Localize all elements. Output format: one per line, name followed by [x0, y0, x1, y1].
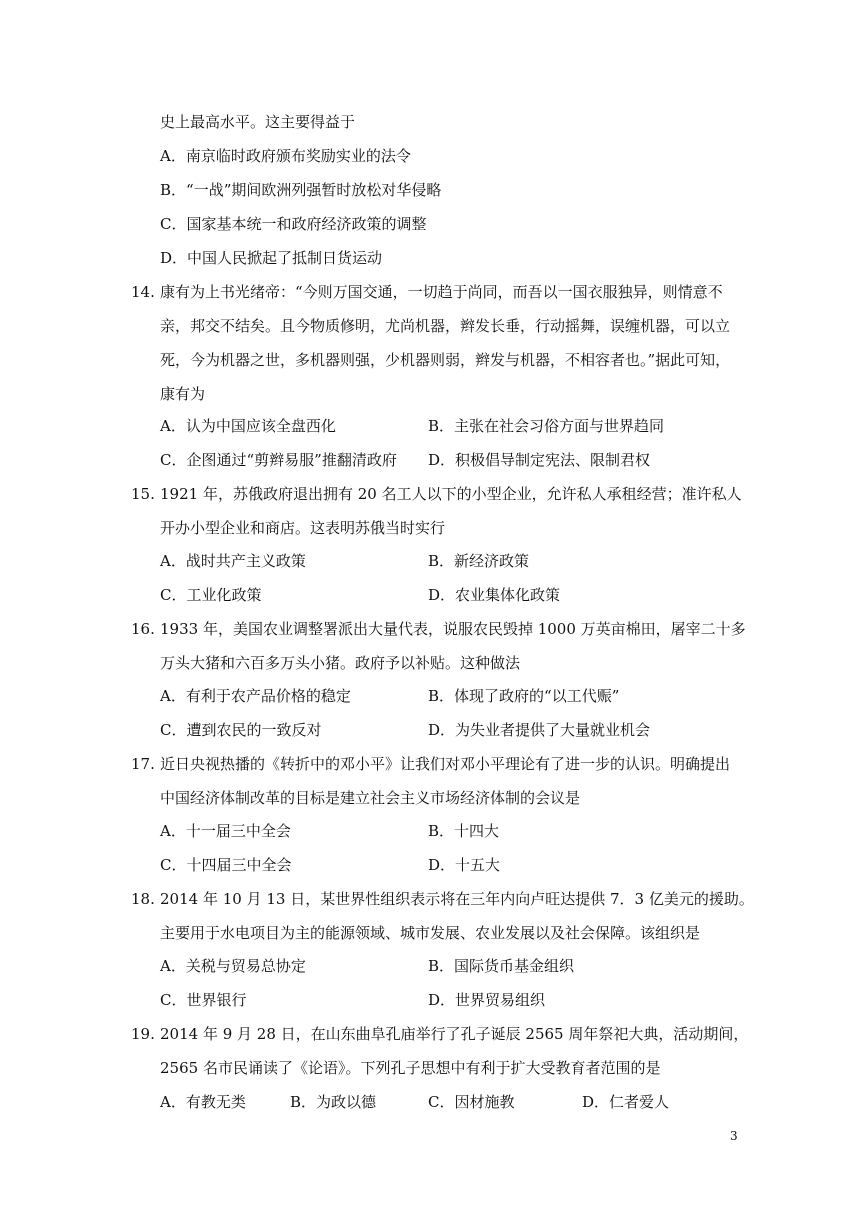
- question-13-option-d: D．中国人民掀起了抵制日货运动: [160, 249, 383, 267]
- question-16-stem-line-2: 万头大猪和六百多万头小猪。政府予以补贴。这种做法: [160, 654, 521, 672]
- question-19-option-d: D．仁者爱人: [582, 1093, 670, 1111]
- question-13-stem-tail: 史上最高水平。这主要得益于: [160, 113, 356, 131]
- question-17-option-a: A．十一届三中全会: [160, 822, 291, 840]
- question-14-option-c: C．企图通过“剪辫易服”推翻清政府: [160, 451, 397, 469]
- question-15-option-d: D．农业集体化政策: [428, 586, 561, 604]
- question-18-stem-line-1: 2014 年 10 月 13 日，某世界性组织表示将在三年内向卢旺达提供 7．3 亿美元的援助。: [160, 890, 754, 908]
- question-14-option-a: A．认为中国应该全盘西化: [160, 417, 336, 435]
- question-14-stem-line-1: 康有为上书光绪帝：“今则万国交通，一切趋于尚同，而吾以一国衣服独异，则情意不: [160, 283, 723, 301]
- question-16-option-a: A．有利于农产品价格的稳定: [160, 687, 351, 705]
- question-17-number: 17.: [131, 755, 155, 773]
- question-17-option-b: B．十四大: [428, 822, 500, 840]
- question-19-option-b: B．为政以德: [290, 1093, 377, 1111]
- question-14-number: 14.: [131, 283, 155, 301]
- question-19-number: 19.: [131, 1025, 155, 1043]
- question-16-stem-line-1: 1933 年，美国农业调整署派出大量代表，说服农民毁掉 1000 万英亩棉田，屠宰二十多: [160, 620, 746, 638]
- question-13-option-b: B．“一战”期间欧洲列强暂时放松对华侵略: [160, 181, 442, 199]
- question-18-option-c: C．世界银行: [160, 991, 247, 1009]
- page-number: 3: [730, 1129, 738, 1143]
- question-14-stem-line-4: 康有为: [160, 385, 206, 403]
- question-14-option-b: B．主张在社会习俗方面与世界趋同: [428, 417, 665, 435]
- question-18-option-a: A．关税与贸易总协定: [160, 957, 306, 975]
- question-19-stem-line-1: 2014 年 9 月 28 日，在山东曲阜孔庙举行了孔子诞辰 2565 周年祭祀大典，活动期间，: [160, 1025, 749, 1043]
- question-13-option-c: C．国家基本统一和政府经济政策的调整: [160, 215, 427, 233]
- question-16-number: 16.: [131, 620, 155, 638]
- question-14-option-d: D．积极倡导制定宪法、限制君权: [428, 451, 651, 469]
- question-16-option-b: B．体现了政府的“以工代赈”: [428, 687, 620, 705]
- question-19-option-a: A．有教无类: [160, 1093, 246, 1111]
- question-14-stem-line-2: 亲，邦交不结矣。且今物质修明，尤尚机器，辫发长垂，行动摇舞，误缠机器，可以立: [160, 317, 731, 335]
- question-17-option-d: D．十五大: [428, 856, 501, 874]
- question-19-stem-line-2: 2565 名市民诵读了《论语》。下列孔子思想中有利于扩大受教育者范围的是: [160, 1059, 661, 1077]
- question-17-stem-line-2: 中国经济体制改革的目标是建立社会主义市场经济体制的会议是: [160, 789, 581, 807]
- question-18-number: 18.: [131, 890, 155, 908]
- question-14-stem-line-3: 死，今为机器之世，多机器则强，少机器则弱，辫发与机器，不相容者也。”据此可知，: [160, 351, 731, 369]
- question-15-option-b: B．新经济政策: [428, 552, 530, 570]
- question-17-stem-line-1: 近日央视热播的《转折中的邓小平》让我们对邓小平理论有了进一步的认识。明确提出: [160, 755, 731, 773]
- question-13-option-a: A．南京临时政府颁布奖励实业的法令: [160, 147, 411, 165]
- question-15-option-c: C．工业化政策: [160, 586, 262, 604]
- question-15-option-a: A．战时共产主义政策: [160, 552, 306, 570]
- question-16-option-c: C．遭到农民的一致反对: [160, 721, 322, 739]
- question-19-option-c: C．因材施教: [428, 1093, 515, 1111]
- question-18-stem-line-2: 主要用于水电项目为主的能源领域、城市发展、农业发展以及社会保障。该组织是: [160, 924, 701, 942]
- question-17-option-c: C．十四届三中全会: [160, 856, 292, 874]
- question-15-number: 15.: [131, 485, 155, 503]
- question-18-option-d: D．世界贸易组织: [428, 991, 546, 1009]
- question-15-stem-line-1: 1921 年，苏俄政府退出拥有 20 名工人以下的小型企业，允许私人承租经营；准许私人: [160, 485, 742, 503]
- question-16-option-d: D．为失业者提供了大量就业机会: [428, 721, 651, 739]
- question-18-option-b: B．国际货币基金组织: [428, 957, 575, 975]
- question-15-stem-line-2: 开办小型企业和商店。这表明苏俄当时实行: [160, 519, 446, 537]
